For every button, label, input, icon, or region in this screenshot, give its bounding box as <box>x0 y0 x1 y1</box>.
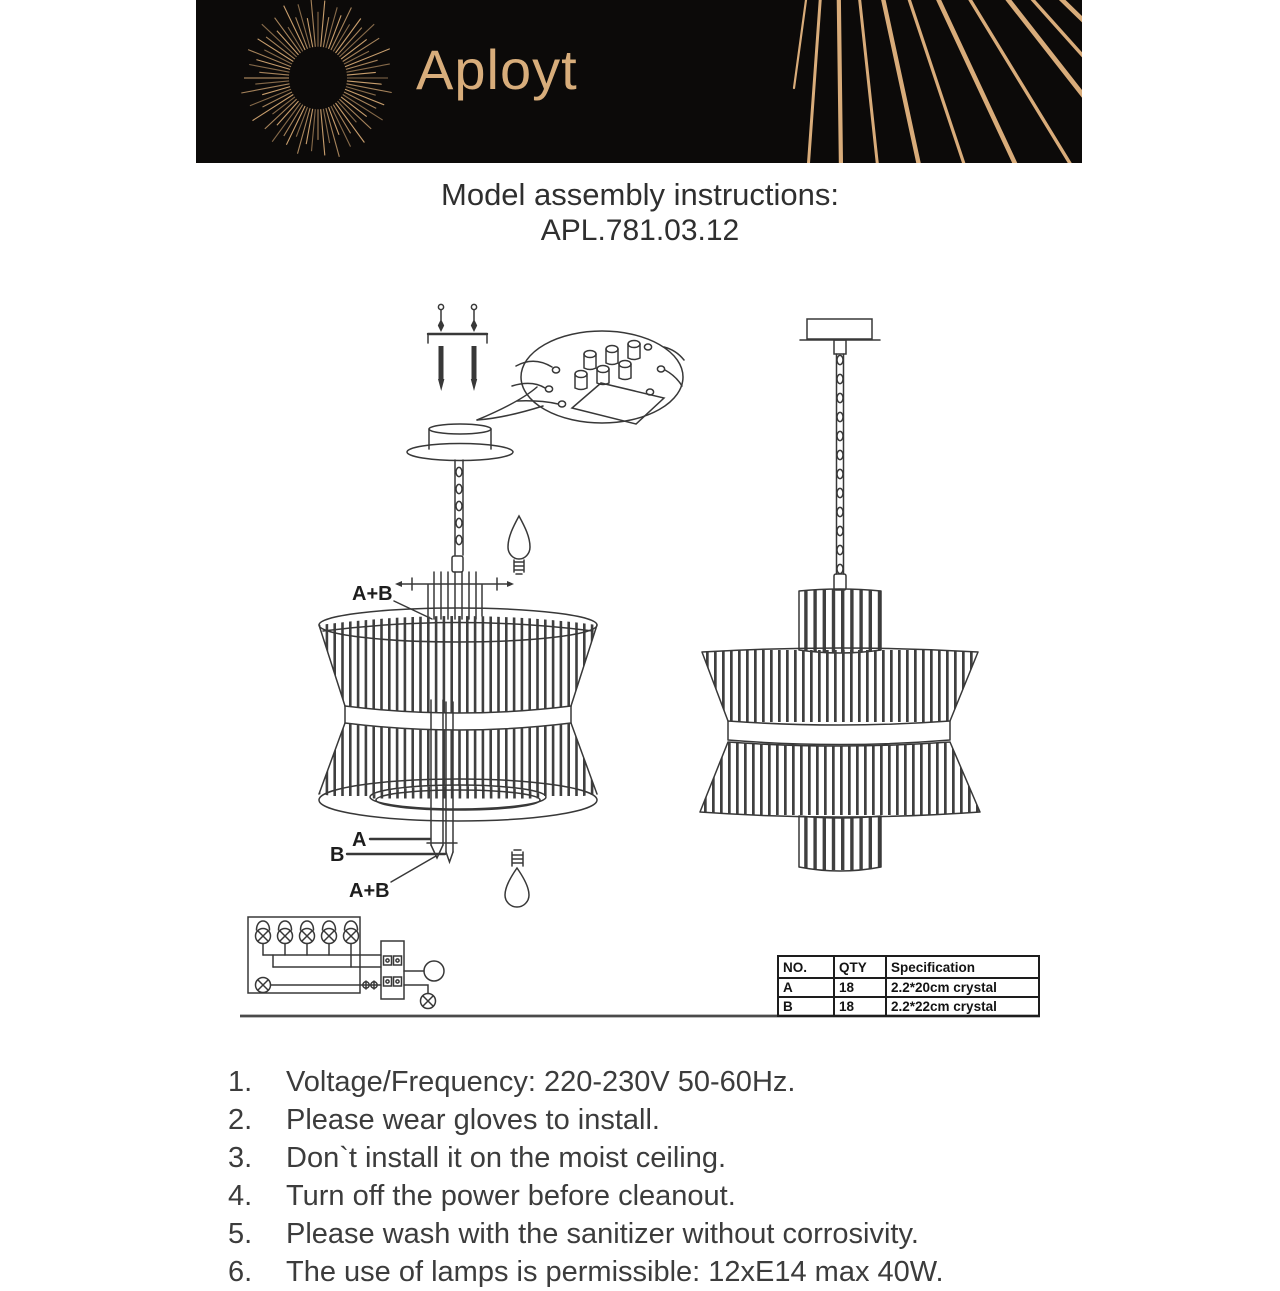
table-header-row <box>778 956 1039 978</box>
list-item <box>228 1215 1128 1253</box>
candle-bulb-icon <box>508 516 530 574</box>
item-number: 2. <box>228 1104 253 1136</box>
cell-spec: 2.2*20cm crystal <box>886 978 1039 997</box>
item-text: The use of lamps is permissible: 12xE14 max 40W. <box>286 1256 944 1288</box>
list-item <box>228 1177 1128 1215</box>
label-a: A <box>352 829 367 851</box>
cell-spec: 2.2*22cm crystal <box>886 997 1039 1016</box>
lower-cone-tier <box>696 742 984 817</box>
label-b: B <box>330 844 345 866</box>
col-no: NO. <box>778 956 834 978</box>
list-item <box>228 1063 1128 1101</box>
item-number: 3. <box>228 1142 253 1174</box>
instruction-list <box>228 1063 1128 1291</box>
item-text: Turn off the power before cleanout. <box>286 1180 736 1212</box>
item-text: Please wash with the sanitizer without corrosivity. <box>286 1218 919 1250</box>
hub-flange <box>395 572 514 619</box>
table-row <box>778 997 1039 1016</box>
list-item <box>228 1253 1128 1291</box>
ceiling-plate <box>800 319 880 354</box>
item-number: 4. <box>228 1180 253 1212</box>
ceiling-canopy <box>407 424 513 461</box>
list-item <box>228 1101 1128 1139</box>
candle-bulb-icon <box>505 850 529 907</box>
label-ab-bottom: A+B <box>349 880 390 902</box>
page-title: Model assembly instructions: <box>441 177 839 212</box>
label-ab-top: A+B <box>352 583 393 605</box>
item-text: Please wear gloves to install. <box>286 1104 660 1136</box>
mounting-bracket <box>428 304 487 391</box>
table-row <box>778 978 1039 997</box>
hanging-chain <box>834 354 846 590</box>
exploded-view-diagram <box>310 304 684 907</box>
cell-qty: 18 <box>834 978 886 997</box>
col-qty: QTY <box>834 956 886 978</box>
brand-wordmark: Aployt <box>416 38 578 101</box>
cell-no: B <box>778 997 834 1016</box>
wiring-diagram <box>248 917 444 1009</box>
center-stem <box>427 700 457 862</box>
chandelier-body <box>310 608 606 821</box>
terminal-block <box>363 941 404 999</box>
bottom-crystal-tier <box>795 816 885 871</box>
item-text: Voltage/Frequency: 220-230V 50-60Hz. <box>286 1066 796 1098</box>
lamp-holder-symbol <box>424 961 444 981</box>
model-number: APL.781.03.12 <box>540 214 740 247</box>
cell-qty: 18 <box>834 997 886 1016</box>
parts-table <box>777 955 1040 1017</box>
lamp-symbol <box>421 994 436 1009</box>
list-item <box>228 1139 1128 1177</box>
top-crystal-tier <box>795 589 885 653</box>
side-view-diagram <box>696 319 984 871</box>
item-number: 6. <box>228 1256 253 1288</box>
cell-no: A <box>778 978 834 997</box>
upper-cone-tier <box>698 648 982 725</box>
hanging-rod <box>452 460 463 572</box>
item-text: Don`t install it on the moist ceiling. <box>286 1142 727 1174</box>
col-spec: Specification <box>886 956 1039 978</box>
terminal-block-callout <box>477 331 684 424</box>
item-number: 1. <box>228 1066 253 1098</box>
item-number: 5. <box>228 1218 253 1250</box>
lamp-symbols <box>256 921 359 993</box>
